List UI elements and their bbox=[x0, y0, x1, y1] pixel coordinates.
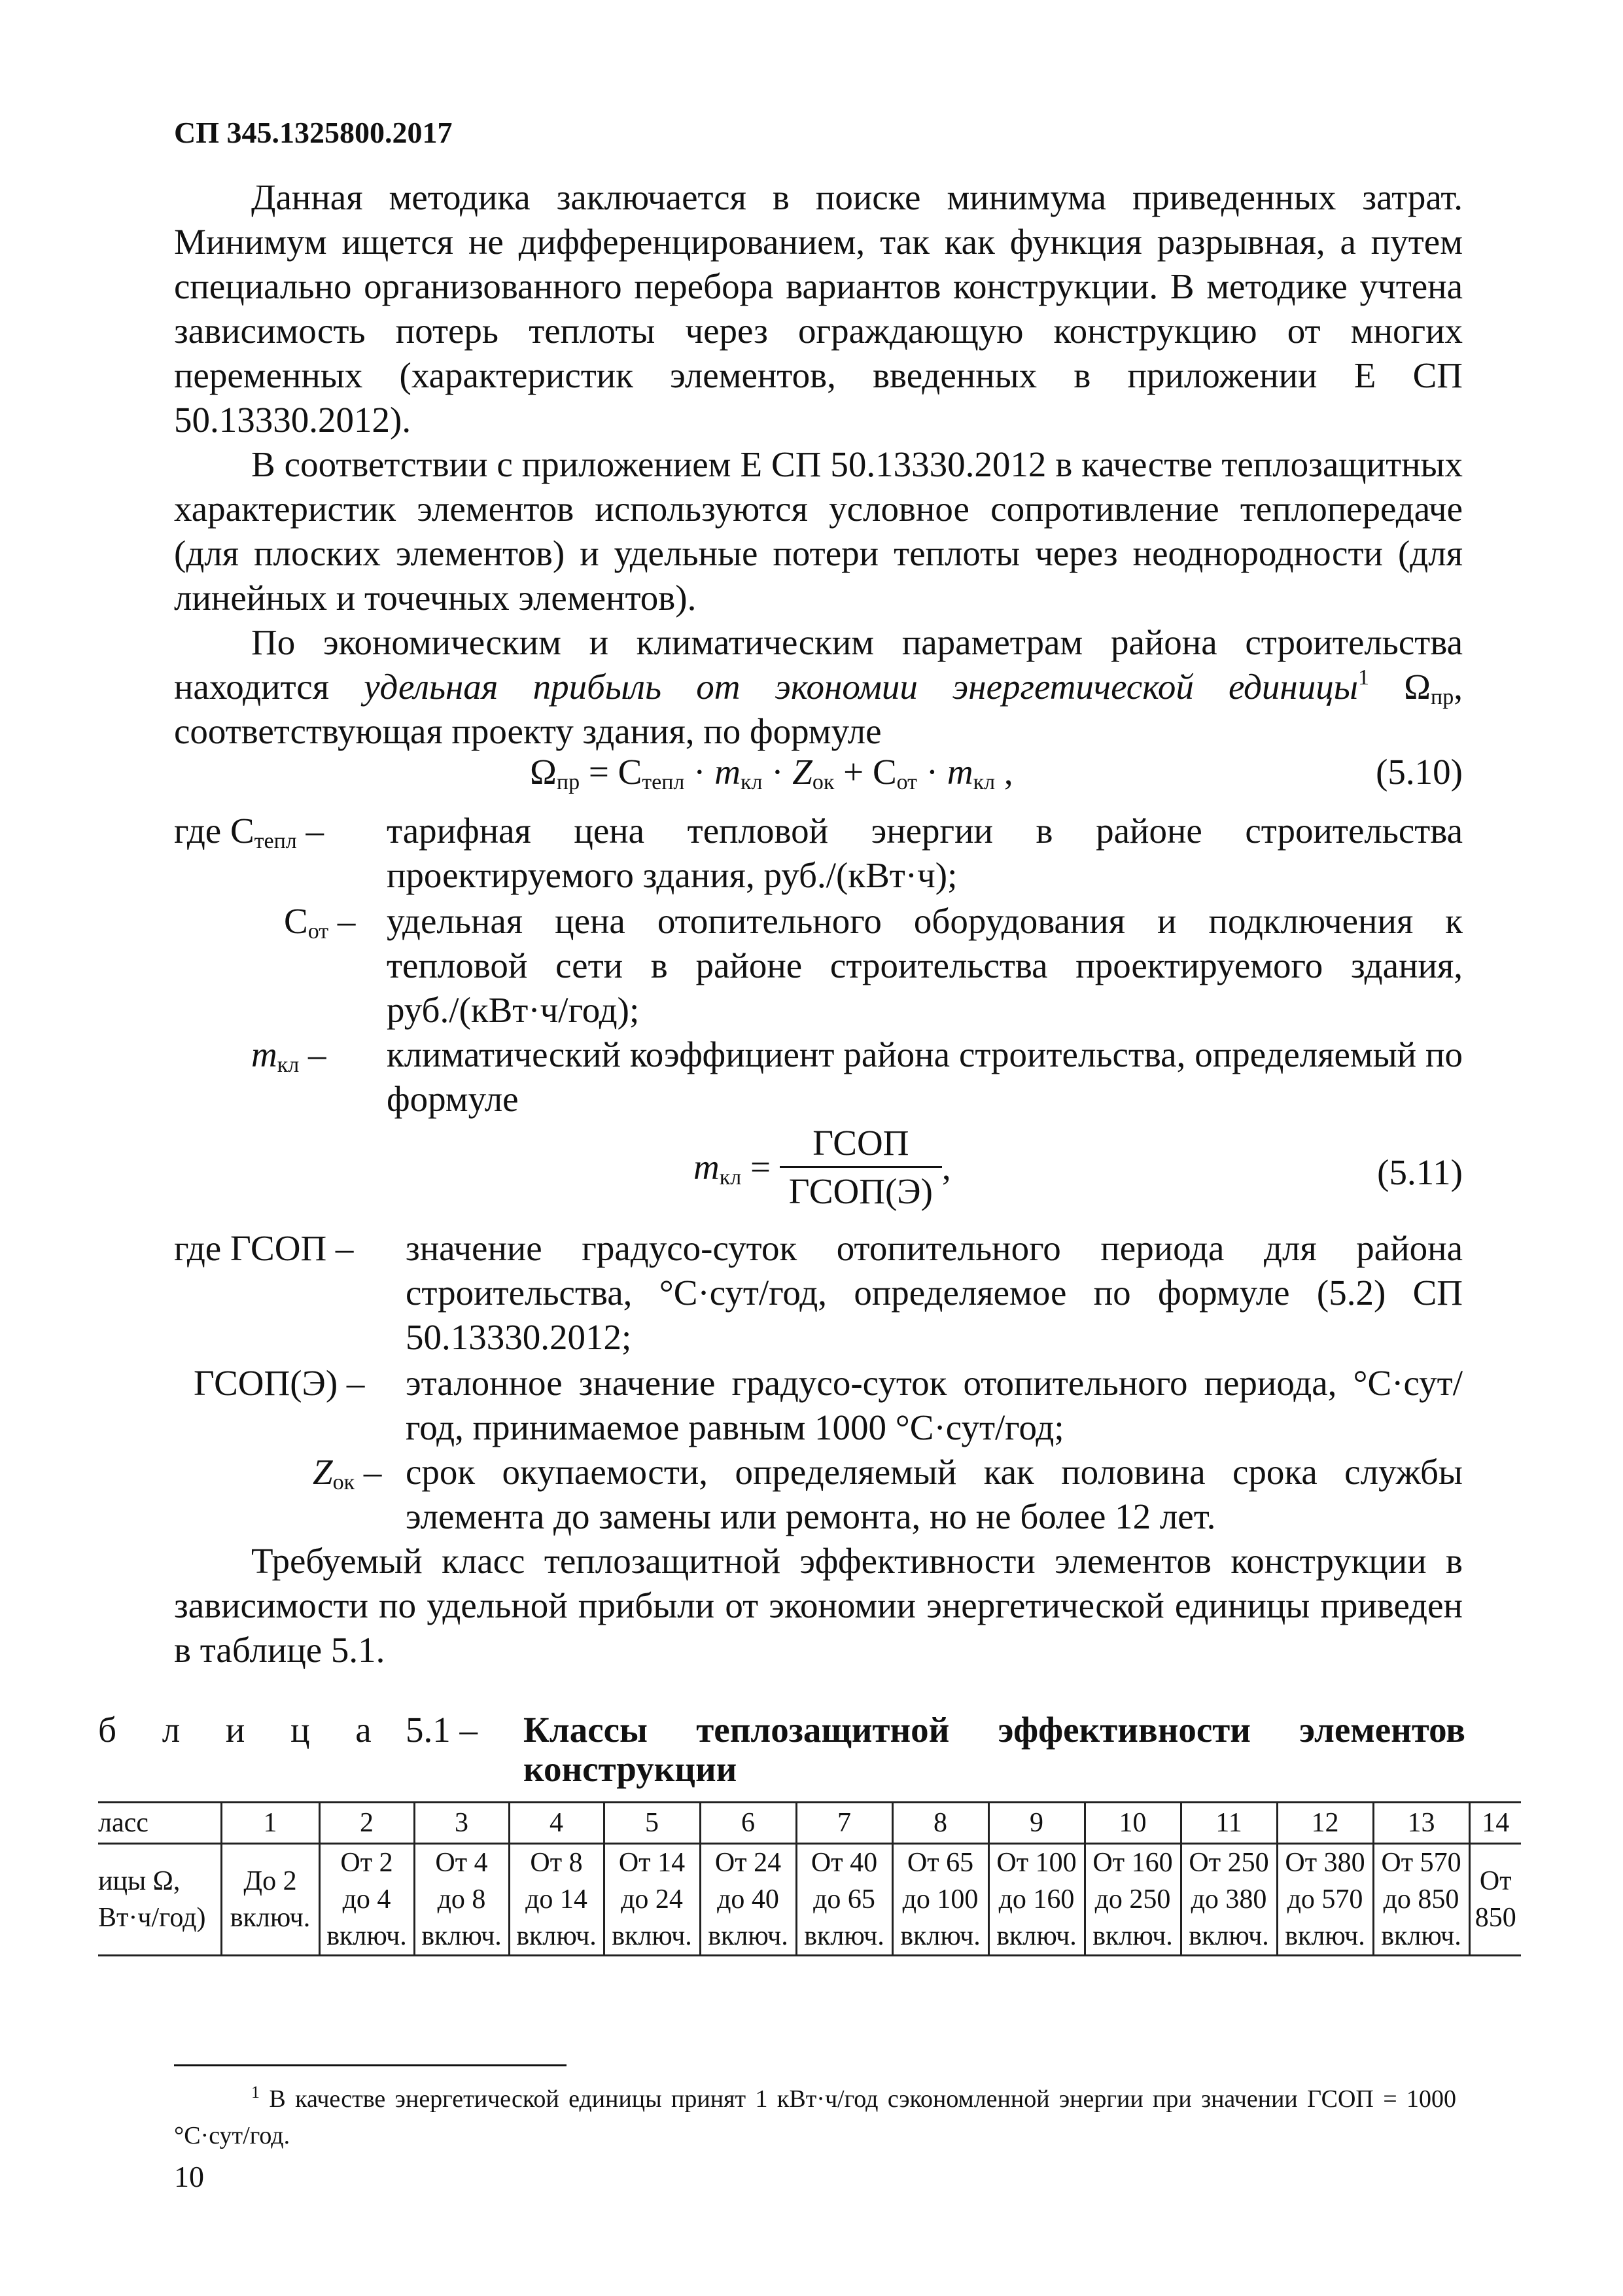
paragraph-appendix: В соответствии с приложением Е СП 50.13330.2012 в качестве теплозащитных характеристик элементов используются условное сопротивление теплопередаче (для плоских элементов) и удельные потери теплоты через неоднородности (для линейных и точечных элементов). bbox=[174, 444, 1463, 618]
definition-m-kl bbox=[174, 1033, 1463, 1124]
range-to: до 100 bbox=[902, 1884, 979, 1915]
f510-m2: m bbox=[947, 752, 973, 792]
def-sub: от bbox=[307, 919, 329, 944]
range-to: до 4 bbox=[342, 1884, 391, 1915]
f510-m: m bbox=[714, 752, 741, 792]
footnote-number: 1 bbox=[251, 2083, 260, 2102]
class-header-cell: 3 bbox=[414, 1803, 509, 1844]
table-value-row bbox=[98, 1844, 1521, 1956]
range-from: От 40 bbox=[811, 1848, 878, 1878]
table-caption-title-line1: Классы теплозащитной эффективности элементов bbox=[523, 1710, 1465, 1750]
class-header-cell: 14 bbox=[1469, 1803, 1521, 1844]
range-from: От 100 bbox=[996, 1848, 1077, 1878]
range-cell bbox=[319, 1844, 414, 1956]
range-from: От 8 bbox=[530, 1848, 583, 1878]
page-number: 10 bbox=[174, 2160, 204, 2193]
f510-z: Z bbox=[792, 752, 812, 792]
f510-plus-c: + C bbox=[834, 752, 897, 792]
f510-lhs: Ω bbox=[530, 752, 557, 792]
equation-number-5-11: (5.11) bbox=[1377, 1152, 1463, 1192]
f510-dot: · bbox=[762, 752, 793, 792]
range-from: От 250 bbox=[1189, 1848, 1269, 1878]
paragraph-unit-profit bbox=[174, 620, 1463, 754]
p3-end: , соответствующая проекту здания, по формуле bbox=[174, 667, 1463, 751]
classes-table bbox=[98, 1801, 1521, 1956]
range-incl: включ. bbox=[1092, 1921, 1173, 1951]
def-text bbox=[406, 1361, 1463, 1450]
formula-5-10 bbox=[530, 751, 1013, 792]
range-to: включ. bbox=[230, 1903, 311, 1933]
def-sub: кл bbox=[277, 1053, 300, 1077]
f510-c2-sub: от bbox=[896, 770, 918, 794]
range-incl: включ. bbox=[612, 1921, 692, 1951]
range-incl: включ. bbox=[516, 1921, 597, 1951]
fraction-denominator: ГСОП(Э) bbox=[788, 1171, 933, 1211]
def-sym: C bbox=[230, 811, 254, 851]
range-from: До 2 bbox=[243, 1866, 297, 1896]
range-from: От 4 bbox=[435, 1848, 488, 1878]
range-incl: включ. bbox=[900, 1921, 981, 1951]
range-incl: включ. bbox=[708, 1921, 788, 1951]
f511-eq: = bbox=[741, 1147, 771, 1187]
def-symbol bbox=[284, 899, 355, 944]
range-cell bbox=[604, 1844, 700, 1956]
class-header-cell: 6 bbox=[700, 1803, 796, 1844]
row-label-cell bbox=[98, 1844, 221, 1956]
range-cell bbox=[700, 1844, 796, 1956]
def-text-content: значение градусо-суток отопительного периода для района строительства, °С·сут/год, определяемое по формуле (5.2) СП 50.13330.2012; bbox=[406, 1228, 1463, 1357]
range-to: до 570 bbox=[1287, 1884, 1363, 1915]
f510-m-sub: кл bbox=[740, 770, 763, 794]
footnote-mark: 1 bbox=[1357, 665, 1369, 690]
p3-start: По экономическим и климатическим параметрам района строительства находится bbox=[174, 622, 1463, 707]
def-text bbox=[387, 899, 1463, 1033]
range-cell bbox=[892, 1844, 988, 1956]
fraction bbox=[780, 1122, 942, 1212]
def-dash: – bbox=[328, 901, 356, 941]
omega-subscript: пр bbox=[1431, 685, 1454, 709]
range-from: От bbox=[1479, 1866, 1512, 1896]
range-cell bbox=[1085, 1844, 1181, 1956]
range-to: 850 bbox=[1475, 1903, 1516, 1933]
range-from: От 14 bbox=[618, 1848, 686, 1878]
definition-gsop-e bbox=[174, 1361, 1463, 1453]
fraction-numerator: ГСОП bbox=[780, 1122, 942, 1168]
class-header-cell: 1 bbox=[221, 1803, 319, 1844]
table-caption-number: 5.1 – bbox=[406, 1710, 478, 1750]
row-label-line: ицы Ω, bbox=[98, 1866, 181, 1896]
def-sub: ок bbox=[332, 1470, 355, 1494]
range-from: От 570 bbox=[1381, 1848, 1461, 1878]
footnote-text: В качестве энергетической единицы принят 1 кВт·ч/год сэкономленной энергии при значении ГСОП = 1000 °С·сут/год. bbox=[174, 2085, 1456, 2149]
range-to: до 8 bbox=[437, 1884, 486, 1915]
range-cell bbox=[1469, 1844, 1521, 1956]
table-caption-label: б л и ц а bbox=[98, 1710, 390, 1750]
def-text-content: тарифная цена тепловой энергии в районе строительства проектируемого здания, руб./(кВт·ч); bbox=[387, 811, 1463, 895]
range-cell bbox=[988, 1844, 1085, 1956]
footnote-separator bbox=[174, 2064, 567, 2066]
row-label-line: Вт·ч/год) bbox=[98, 1903, 206, 1933]
def-text bbox=[406, 1450, 1463, 1539]
def-text-content: климатический коэффициент района строительства, определяемый по формуле bbox=[387, 1034, 1463, 1119]
def-text-content: удельная цена отопительного оборудования и подключения к тепловой сети в районе строительства проектируемого здания, руб./(кВт·ч/год); bbox=[387, 901, 1463, 1030]
class-header-cell: 4 bbox=[509, 1803, 604, 1844]
def-sym: m bbox=[251, 1034, 277, 1074]
paragraph-table-ref: Требуемый класс теплозащитной эффективности элементов конструкции в зависимости по удельной прибыли от экономии энергетической единицы приведен в таблице 5.1. bbox=[174, 1541, 1463, 1670]
range-from: От 24 bbox=[714, 1848, 782, 1878]
range-incl: включ. bbox=[326, 1921, 407, 1951]
range-from: От 160 bbox=[1092, 1848, 1173, 1878]
paragraph-method: Данная методика заключается в поиске минимума приведенных затрат. Минимум ищется не дифференцированием, так как функция разрывная, а путем специально организованного перебора вариантов конструкции. В методике учтена зависимость потерь теплоты через ограждающую конструкцию от многих переменных (характеристик элементов, введенных в приложении Е СП 50.13330.2012). bbox=[174, 177, 1463, 440]
definition-c-ot bbox=[174, 899, 1463, 1036]
f511-m-sub: кл bbox=[719, 1165, 742, 1190]
f510-dot: · bbox=[917, 752, 947, 792]
range-incl: включ. bbox=[996, 1921, 1077, 1951]
f510-c: = C bbox=[580, 752, 642, 792]
table-caption-title-line2: конструкции bbox=[523, 1749, 737, 1789]
range-cell bbox=[221, 1844, 319, 1956]
def-symbol bbox=[313, 1450, 381, 1494]
header-label-cell: ласс bbox=[98, 1803, 221, 1844]
range-from: От 65 bbox=[907, 1848, 974, 1878]
def-prefix: где bbox=[174, 811, 230, 851]
def-text bbox=[387, 809, 1463, 898]
range-incl: включ. bbox=[804, 1921, 884, 1951]
class-header-cell: 12 bbox=[1277, 1803, 1373, 1844]
class-header-cell: 9 bbox=[988, 1803, 1085, 1844]
range-incl: включ. bbox=[421, 1921, 502, 1951]
def-text-content: срок окупаемости, определяемый как половина срока службы элемента до замены или ремонта, но не более 12 лет. bbox=[406, 1452, 1463, 1536]
def-sub: тепл bbox=[254, 829, 297, 853]
range-cell bbox=[1373, 1844, 1469, 1956]
range-from: От 2 bbox=[340, 1848, 393, 1878]
range-to: до 24 bbox=[621, 1884, 683, 1915]
def-text-content: эталонное значение градусо-суток отопительного периода, °С·сут/год, принимаемое равным 1000 °С·сут/год; bbox=[406, 1363, 1463, 1447]
range-to: до 160 bbox=[998, 1884, 1075, 1915]
range-incl: включ. bbox=[1285, 1921, 1365, 1951]
range-incl: включ. bbox=[1381, 1921, 1461, 1951]
class-header-cell: 7 bbox=[796, 1803, 892, 1844]
range-to: до 40 bbox=[717, 1884, 779, 1915]
def-sym: Z bbox=[313, 1452, 333, 1492]
range-to: до 250 bbox=[1094, 1884, 1171, 1915]
def-dash: – bbox=[296, 811, 324, 851]
range-incl: включ. bbox=[1189, 1921, 1269, 1951]
class-header-cell: 10 bbox=[1085, 1803, 1181, 1844]
class-header-cell: 11 bbox=[1181, 1803, 1277, 1844]
definition-z-ok bbox=[174, 1450, 1463, 1542]
range-to: до 850 bbox=[1383, 1884, 1459, 1915]
def-symbol: где ГСОП – bbox=[174, 1228, 354, 1268]
definition-gsop bbox=[174, 1226, 1463, 1364]
p3-italic-term: удельная прибыль от экономии энергетической единицы bbox=[364, 667, 1358, 707]
range-to: до 14 bbox=[525, 1884, 587, 1915]
class-header-cell: 13 bbox=[1373, 1803, 1469, 1844]
equation-number-5-10: (5.10) bbox=[1376, 752, 1463, 792]
document-code-header: СП 345.1325800.2017 bbox=[174, 116, 453, 149]
range-cell bbox=[796, 1844, 892, 1956]
range-cell bbox=[1181, 1844, 1277, 1956]
range-cell bbox=[1277, 1844, 1373, 1956]
class-header-cell: 5 bbox=[604, 1803, 700, 1844]
def-dash: – bbox=[299, 1034, 326, 1074]
def-sym: C bbox=[284, 901, 308, 941]
f511-m: m bbox=[693, 1147, 720, 1187]
f510-lhs-sub: пр bbox=[556, 770, 580, 794]
formula-5-11 bbox=[693, 1122, 951, 1212]
def-symbol bbox=[251, 1033, 326, 1077]
footnote bbox=[174, 2081, 1456, 2154]
def-text bbox=[387, 1033, 1463, 1122]
class-header-cell: 2 bbox=[319, 1803, 414, 1844]
f510-c-sub: тепл bbox=[642, 770, 685, 794]
range-from: От 380 bbox=[1285, 1848, 1365, 1878]
range-cell bbox=[414, 1844, 509, 1956]
def-text bbox=[406, 1226, 1463, 1360]
f510-tail: , bbox=[995, 752, 1013, 792]
def-dash: – bbox=[355, 1452, 382, 1492]
f511-tail: , bbox=[941, 1147, 951, 1187]
f510-m2-sub: кл bbox=[973, 770, 996, 794]
range-to: до 380 bbox=[1191, 1884, 1267, 1915]
f510-z-sub: ок bbox=[812, 770, 835, 794]
definition-c-tepl bbox=[174, 809, 1463, 900]
class-header-cell: 8 bbox=[892, 1803, 988, 1844]
table-header-row bbox=[98, 1803, 1521, 1844]
range-cell bbox=[509, 1844, 604, 1956]
def-symbol: ГСОП(Э) – bbox=[194, 1363, 365, 1403]
omega-symbol: Ω bbox=[1404, 667, 1431, 707]
def-symbol bbox=[174, 809, 324, 853]
range-to: до 65 bbox=[813, 1884, 875, 1915]
f510-dot: · bbox=[684, 752, 715, 792]
